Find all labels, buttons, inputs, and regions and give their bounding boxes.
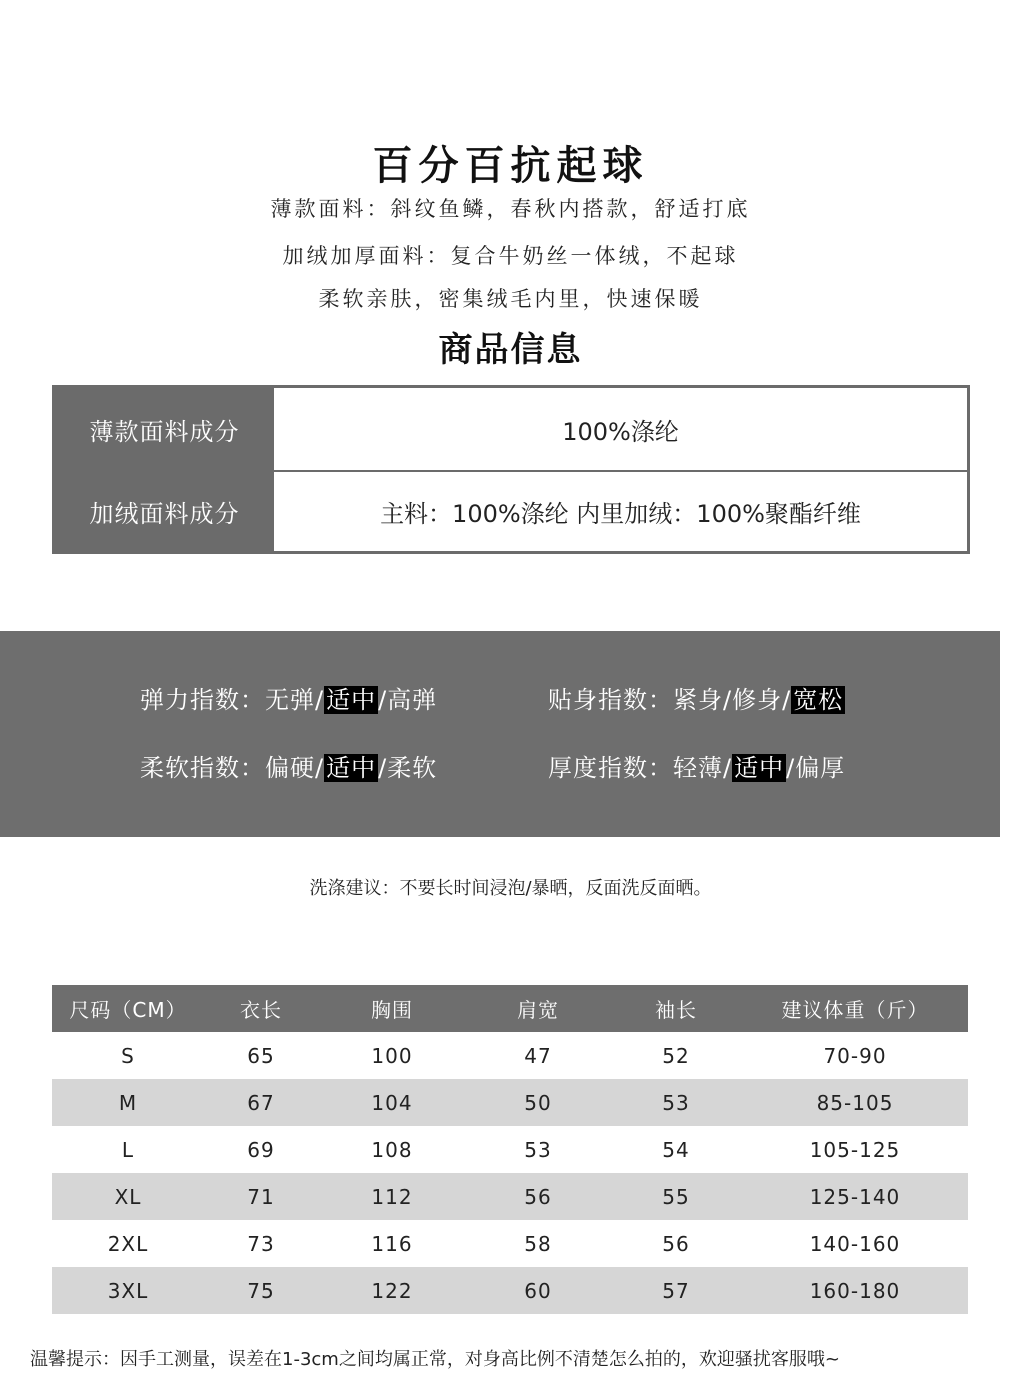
table-cell: 53 [662,1090,690,1115]
index-option: 修身 [732,686,783,714]
table-cell: 50 [524,1090,552,1115]
elasticity-index [140,683,437,717]
table-row [52,1079,968,1126]
composition-row [55,472,967,551]
size-table-header [52,985,968,1032]
table-cell: 125-140 [809,1184,901,1209]
wash-advice: 洗涤建议：不要长时间浸泡/暴晒，反面洗反面晒。 [309,878,712,899]
index-option: 高弹 [387,686,438,714]
table-cell: 56 [524,1184,552,1209]
composition-row [55,388,967,470]
subtitle-line-3: 柔软亲肤，密集绒毛内里，快速保暖 [318,287,703,311]
table-cell: 57 [662,1278,690,1303]
table-cell: 116 [371,1231,413,1256]
table-cell: 71 [247,1184,275,1209]
composition-table [52,385,970,554]
table-cell: 60 [524,1278,552,1303]
table-cell: 122 [371,1278,413,1303]
index-option: 柔软 [387,754,438,782]
size-table-body [52,1032,968,1314]
table-cell: 58 [524,1231,552,1256]
subtitle-line-1: 薄款面料：斜纹鱼鳞，春秋内搭款，舒适打底 [270,197,751,221]
table-cell: 105-125 [809,1137,901,1162]
table-cell: 100 [371,1043,413,1068]
table-cell: 53 [524,1137,552,1162]
index-option-selected: 适中 [326,686,377,714]
index-option: 轻薄 [673,754,723,782]
table-cell: 112 [371,1184,413,1209]
table-cell: 73 [247,1231,275,1256]
index-option: 偏厚 [795,754,846,782]
table-row [52,1220,968,1267]
index-separator: / [723,686,733,714]
size-header-cell: 肩宽 [517,998,559,1022]
table-cell: S [121,1043,135,1068]
index-label: 贴身指数： [548,686,673,714]
table-cell: 70-90 [823,1043,887,1068]
index-label: 厚度指数： [548,754,673,782]
table-cell: 104 [371,1090,413,1115]
table-cell: 69 [247,1137,275,1162]
size-header-cell: 袖长 [655,998,697,1022]
measurement-note: 温馨提示：因手工测量，误差在1-3cm之间均属正常，对身高比例不清楚怎么拍的，欢迎骚扰客服哦~ [30,1349,840,1370]
table-row [52,1126,968,1173]
table-cell: 160-180 [809,1278,901,1303]
table-cell: 3XL [107,1278,149,1303]
table-cell: 55 [662,1184,690,1209]
composition-value: 主料：100%涤纶 内里加绒：100%聚酯纤维 [274,472,967,551]
index-label: 弹力指数： [140,686,265,714]
table-row [52,1267,968,1314]
size-header-cell: 尺码（CM） [69,998,187,1022]
size-header-cell: 衣长 [240,998,282,1022]
table-cell: 85-105 [816,1090,894,1115]
table-cell: 75 [247,1278,275,1303]
index-option: 偏硬 [265,754,315,782]
table-row [52,1032,968,1079]
index-separator: / [315,686,325,714]
subtitle-line-2: 加绒加厚面料：复合牛奶丝一体绒，不起球 [282,244,739,268]
table-cell: XL [114,1184,142,1209]
index-option: 无弹 [265,686,315,714]
index-option-selected: 适中 [326,754,377,782]
table-cell: 108 [371,1137,413,1162]
index-separator: / [723,754,733,782]
composition-value: 100%涤纶 [274,388,967,470]
composition-label: 加绒面料成分 [55,472,274,551]
table-cell: 52 [662,1043,690,1068]
table-cell: M [118,1090,138,1115]
table-cell: L [121,1137,135,1162]
table-cell: 65 [247,1043,275,1068]
thickness-index [548,751,845,785]
table-cell: 47 [524,1043,552,1068]
index-separator: / [378,754,388,782]
section-title: 商品信息 [438,330,583,370]
table-cell: 2XL [107,1231,149,1256]
index-band [0,631,1000,837]
size-table [52,985,968,1314]
table-cell: 54 [662,1137,690,1162]
composition-label: 薄款面料成分 [55,388,274,470]
size-header-cell: 建议体重（斤） [781,998,929,1022]
index-label: 柔软指数： [140,754,265,782]
index-separator: / [378,686,388,714]
table-row [52,1173,968,1220]
index-option-selected: 适中 [734,754,785,782]
index-option-selected: 宽松 [793,686,844,714]
index-option: 紧身 [673,686,723,714]
table-cell: 56 [662,1231,690,1256]
index-separator: / [782,686,792,714]
fit-index [548,683,845,717]
page-title: 百分百抗起球 [372,143,649,189]
softness-index [140,751,437,785]
table-cell: 67 [247,1090,275,1115]
index-separator: / [786,754,796,782]
table-cell: 140-160 [809,1231,901,1256]
size-header-cell: 胸围 [371,998,413,1022]
index-separator: / [315,754,325,782]
